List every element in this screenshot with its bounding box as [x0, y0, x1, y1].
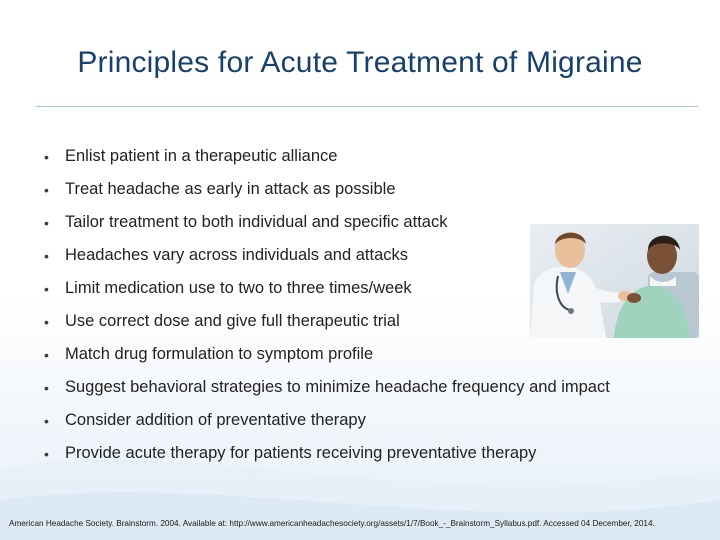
bullet-text: Treat headache as early in attack as possible [65, 180, 396, 198]
doctor-patient-photo [530, 224, 699, 338]
list-item [44, 239, 610, 272]
bullet-text: Headaches vary across individuals and attacks [65, 246, 409, 264]
bullet-icon: • [44, 379, 49, 396]
bullet-icon: • [44, 313, 49, 330]
bullet-list [44, 140, 610, 470]
bullet-text: Tailor treatment to both individual and specific attack [65, 213, 448, 231]
slide-title: Principles for Acute Treatment of Migraine [77, 46, 643, 79]
bullet-icon: • [44, 280, 49, 297]
citation-footnote: American Headache Society. Brainstorm. 2004. Available at: http://www.americanheadachesociety.org/assets/1/7/Book_-_Brainstorm_Syllabus.pdf. Accessed 04 December, 2014. [9, 519, 655, 528]
bullet-icon: • [44, 346, 49, 363]
bullet-text: Provide acute therapy for patients receiving preventative therapy [65, 444, 537, 462]
list-item [44, 140, 610, 173]
list-item [44, 173, 610, 206]
list-item [44, 305, 610, 338]
bullet-icon: • [44, 247, 49, 264]
bullet-icon: • [44, 181, 49, 198]
list-item [44, 272, 610, 305]
title-divider [36, 106, 698, 107]
bullet-text: Suggest behavioral strategies to minimize headache frequency and impact [65, 378, 610, 396]
bullet-text: Use correct dose and give full therapeutic trial [65, 312, 400, 330]
list-item [44, 206, 610, 239]
bullet-icon: • [44, 214, 49, 231]
list-item [44, 437, 610, 470]
list-item [44, 338, 610, 371]
list-item [44, 404, 610, 437]
bullet-text: Match drug formulation to symptom profile [65, 345, 374, 363]
bullet-text: Consider addition of preventative therapy [65, 411, 366, 429]
bullet-icon: • [44, 412, 49, 429]
bullet-text: Enlist patient in a therapeutic alliance [65, 147, 338, 165]
bullet-icon: • [44, 148, 49, 165]
bullet-icon: • [44, 445, 49, 462]
bullet-text: Limit medication use to two to three times/week [65, 279, 412, 297]
list-item [44, 371, 610, 404]
